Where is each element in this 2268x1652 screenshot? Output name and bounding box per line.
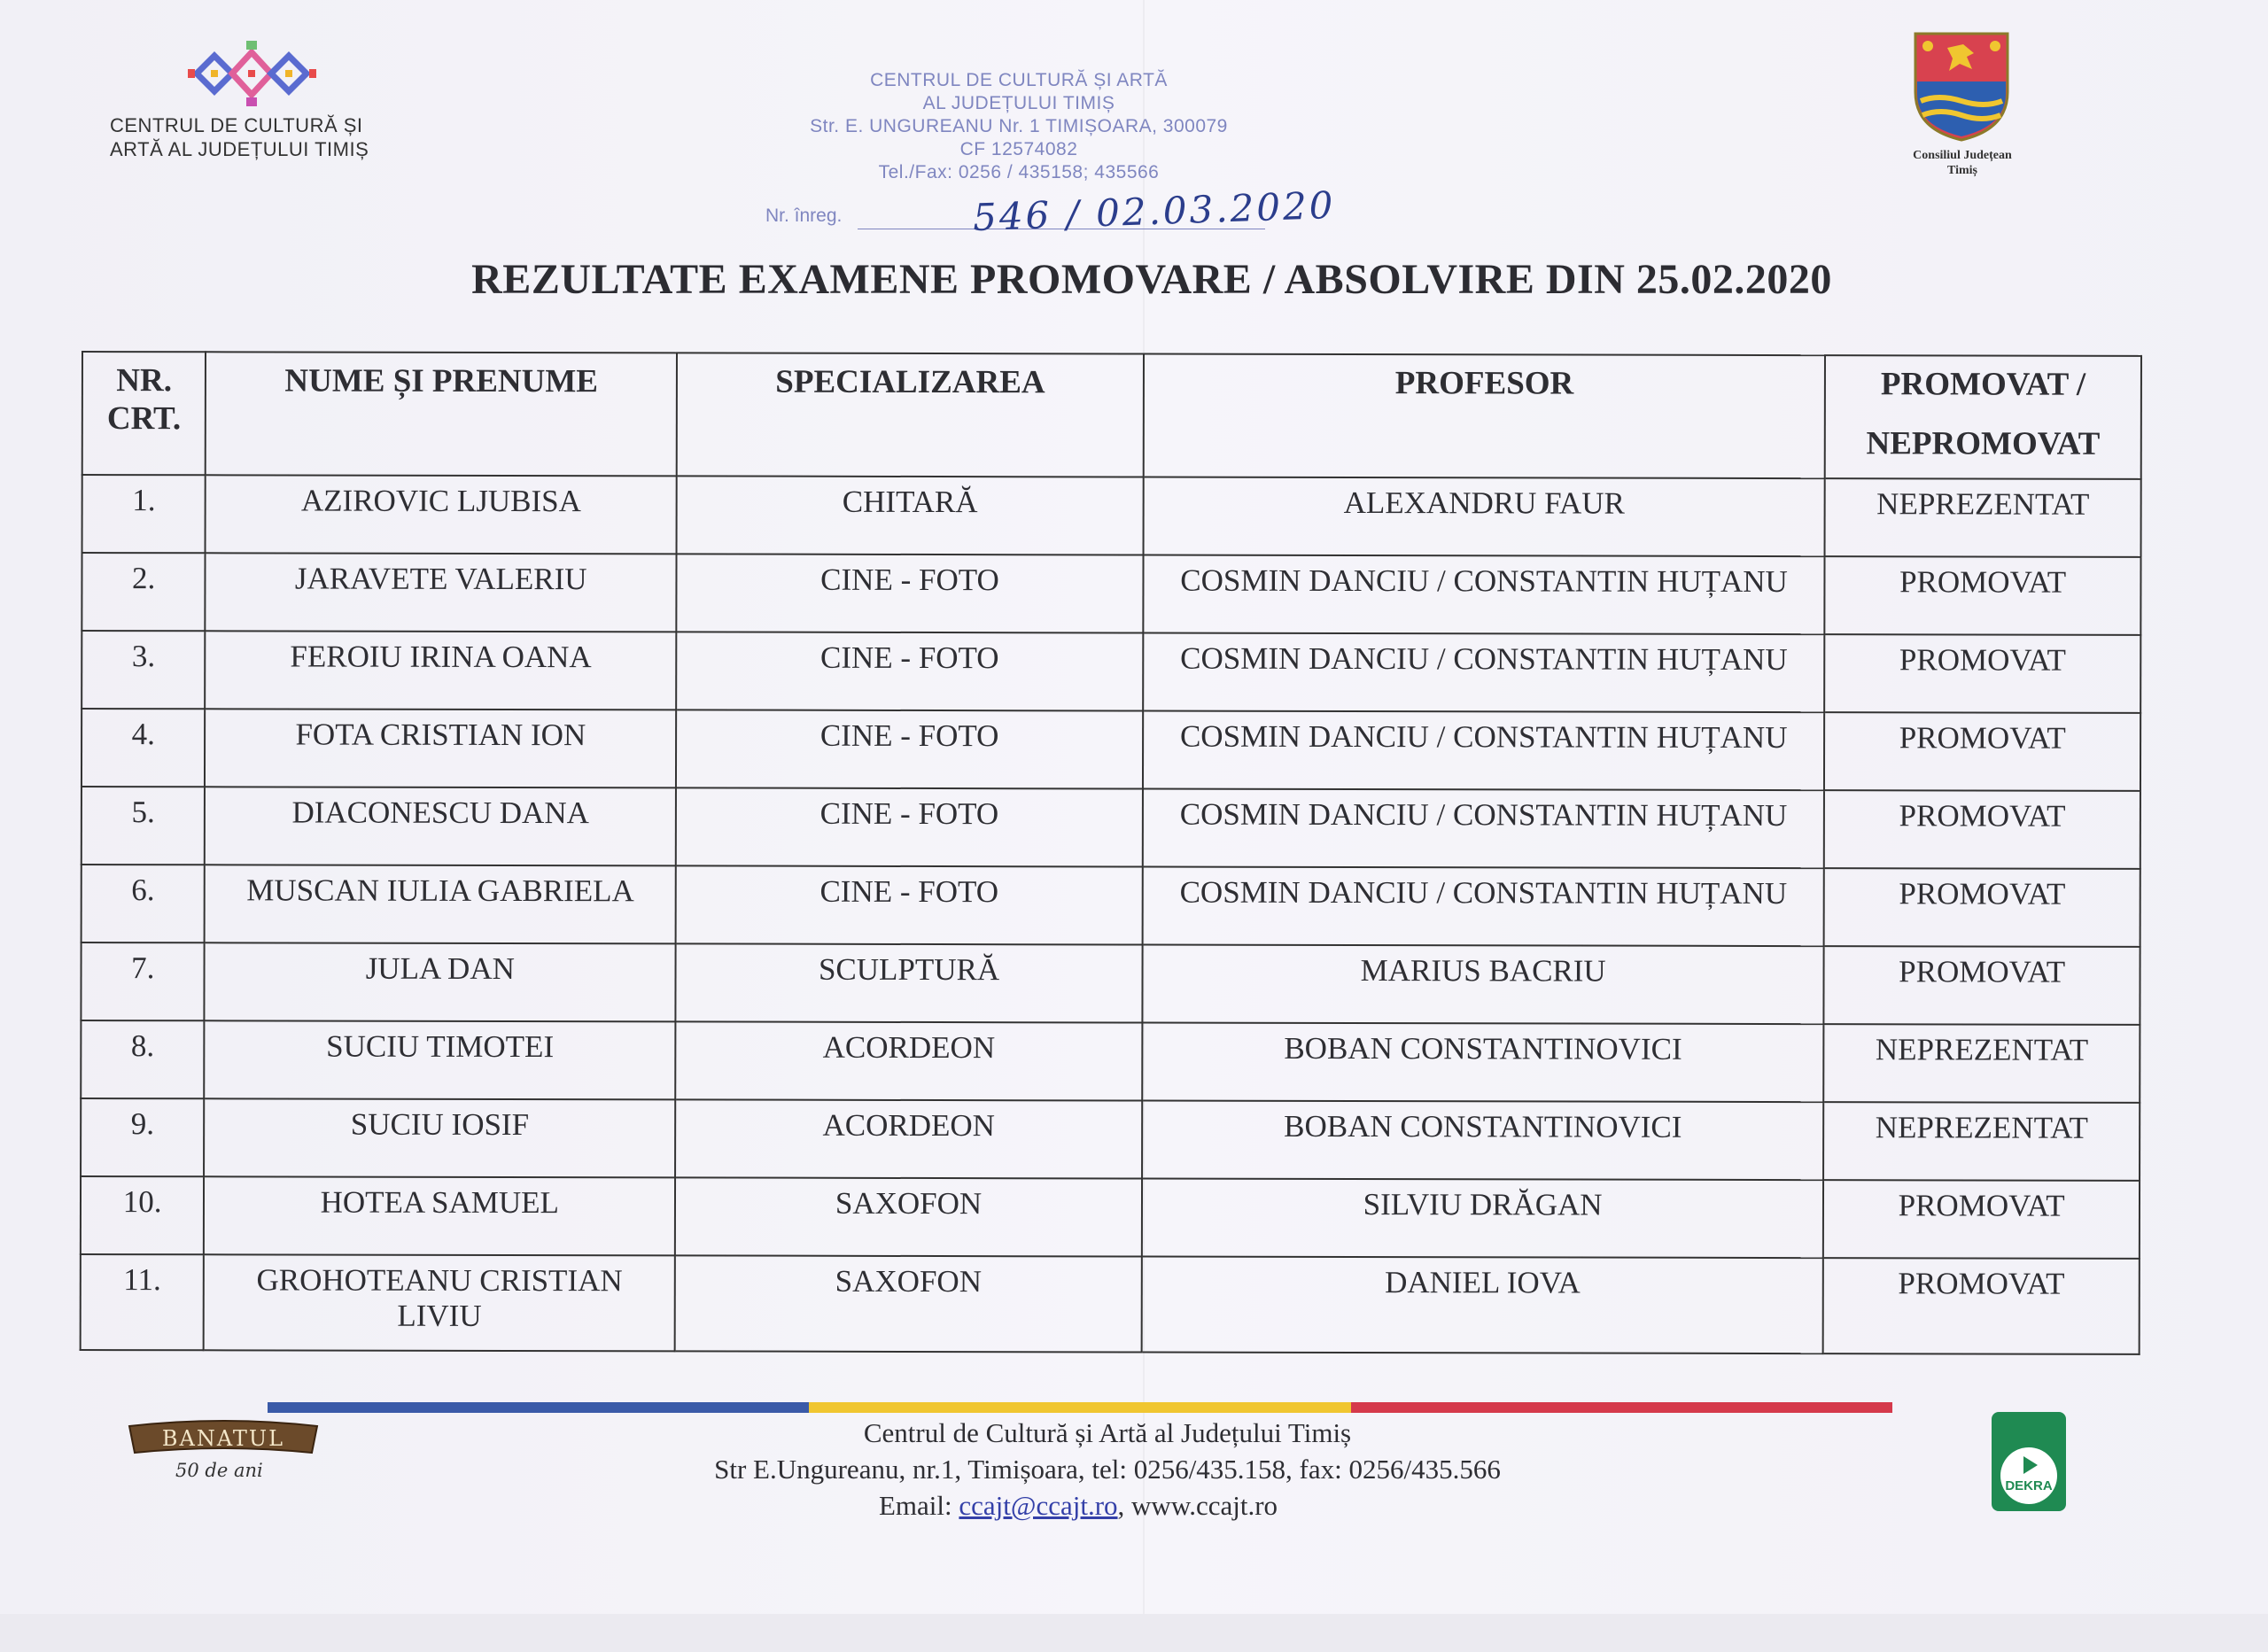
cell-name: GROHOTEANU CRISTIAN LIVIU: [204, 1254, 675, 1351]
cell-nr: 11.: [81, 1254, 205, 1350]
cell-professor: BOBAN CONSTANTINOVICI: [1142, 1023, 1824, 1103]
cell-name: MUSCAN IULIA GABRIELA: [205, 865, 676, 943]
cell-nr: 9.: [81, 1098, 205, 1176]
cell-name: SUCIU IOSIF: [204, 1098, 675, 1177]
cell-specialization: ACORDEON: [675, 1021, 1142, 1100]
cell-nr: 3.: [82, 631, 206, 709]
cell-nr: 4.: [82, 709, 206, 787]
cell-name: DIACONESCU DANA: [205, 787, 676, 865]
table-header-row: [82, 352, 2141, 479]
cell-specialization: CINE - FOTO: [676, 710, 1143, 788]
stamp-line2: AL JUDEȚULUI TIMIȘ: [922, 93, 1115, 113]
table-row: [81, 942, 2140, 1025]
cell-specialization: CHITARĂ: [677, 476, 1144, 555]
cell-specialization: CINE - FOTO: [676, 865, 1143, 944]
tricolor-red: [1351, 1402, 1892, 1413]
cell-professor: COSMIN DANCIU / CONSTANTIN HUȚANU: [1143, 867, 1825, 947]
handwritten-registration-number: 546 / 02.03.2020: [972, 182, 1337, 240]
cell-specialization: ACORDEON: [675, 1099, 1142, 1178]
header-result: [1825, 355, 2141, 479]
website-text: , www.ccajt.ro: [1117, 1490, 1278, 1521]
crest-caption-line2: Timiș: [1947, 164, 1977, 177]
banatul-banner-logo-icon: [126, 1417, 321, 1462]
cell-name: FEROIU IRINA OANA: [206, 631, 677, 710]
stamp-reg-label: Nr. înreg.: [765, 206, 843, 226]
cell-result: NEPREZENTAT: [1824, 1024, 2140, 1103]
cell-name: SUCIU TIMOTEI: [205, 1020, 676, 1099]
table-row: [81, 1098, 2140, 1181]
cell-professor: COSMIN DANCIU / CONSTANTIN HUȚANU: [1143, 711, 1825, 791]
table-row: [82, 475, 2141, 557]
tricolor-yellow: [809, 1402, 1350, 1413]
crest-caption-line1: Consiliul Județean: [1913, 149, 2012, 162]
results-table: [80, 351, 2142, 1355]
footer-line2: Str E.Ungureanu, nr.1, Timișoara, tel: 0256/435.158, fax: 0256/435.566: [714, 1454, 1501, 1485]
stamp-line4: CF 12574082: [959, 139, 1078, 159]
table-row: [82, 709, 2140, 791]
table-row: [81, 1020, 2140, 1103]
table-row: [81, 1176, 2140, 1259]
cell-professor: ALEXANDRU FAUR: [1143, 477, 1825, 557]
header-result-line2: NEPROMOVAT: [1866, 425, 2101, 462]
cell-name: FOTA CRISTIAN ION: [205, 709, 676, 787]
cell-result: PROMOVAT: [1824, 790, 2140, 869]
organization-name-line2: ARTĂ AL JUDEȚULUI TIMIȘ: [110, 138, 369, 160]
stamp-line3: Str. E. UNGUREANU Nr. 1 TIMIȘOARA, 300079: [810, 116, 1228, 136]
email-link[interactable]: ccajt@ccajt.ro: [959, 1490, 1118, 1521]
cell-nr: 10.: [81, 1176, 205, 1254]
cell-result: PROMOVAT: [1823, 1180, 2140, 1259]
table-row: [82, 631, 2140, 713]
cell-nr: 7.: [81, 942, 205, 1020]
crest-caption: [1896, 148, 2029, 178]
organization-name: [110, 113, 429, 161]
dekra-certification-icon: [1988, 1410, 2070, 1515]
scan-edge: [0, 1614, 2268, 1652]
cell-professor: SILVIU DRĂGAN: [1142, 1179, 1824, 1259]
header-name: NUME ȘI PRENUME: [206, 352, 677, 476]
cell-professor: BOBAN CONSTANTINOVICI: [1142, 1101, 1824, 1181]
email-label: Email:: [879, 1490, 952, 1521]
header-professor: PROFESOR: [1144, 354, 1826, 479]
cell-professor: DANIEL IOVA: [1142, 1257, 1824, 1354]
stamp-line5: Tel./Fax: 0256 / 435158; 435566: [878, 162, 1160, 182]
cell-result: PROMOVAT: [1823, 1258, 2140, 1354]
cell-specialization: SAXOFON: [675, 1177, 1142, 1256]
cell-nr: 1.: [82, 475, 206, 553]
registration-stamp: [753, 69, 1285, 184]
cell-professor: COSMIN DANCIU / CONSTANTIN HUȚANU: [1143, 633, 1825, 713]
cell-name: JARAVETE VALERIU: [206, 553, 677, 632]
cell-specialization: CINE - FOTO: [676, 632, 1143, 710]
embroidery-logo-icon: [188, 39, 316, 108]
footer-email-line: [797, 1487, 1418, 1524]
cell-specialization: CINE - FOTO: [676, 787, 1143, 866]
header-specialization: SPECIALIZAREA: [677, 353, 1144, 477]
cell-professor: COSMIN DANCIU / CONSTANTIN HUȚANU: [1143, 555, 1825, 635]
cell-specialization: SCULPTURĂ: [676, 943, 1143, 1022]
footer-line1: Centrul de Cultură și Artă al Județului Timiș: [863, 1417, 1352, 1448]
banner-text: BANATUL: [161, 1426, 285, 1451]
cell-result: PROMOVAT: [1824, 946, 2140, 1025]
cell-name: JULA DAN: [205, 942, 676, 1021]
county-crest-icon: [1912, 30, 2011, 143]
cell-specialization: CINE - FOTO: [676, 554, 1143, 632]
cell-name: AZIROVIC LJUBISA: [206, 475, 677, 554]
cell-result: PROMOVAT: [1825, 556, 2141, 635]
cell-result: PROMOVAT: [1824, 712, 2140, 791]
table-row: [82, 787, 2140, 869]
stamp-line1: CENTRUL DE CULTURĂ ȘI ARTĂ: [870, 70, 1168, 90]
tricolor-blue: [268, 1402, 809, 1413]
footer-contact: [714, 1415, 1501, 1524]
header-nr-line2: CRT.: [106, 400, 182, 438]
table-row: [82, 865, 2140, 947]
cell-professor: MARIUS BACRIU: [1142, 945, 1824, 1025]
cell-professor: COSMIN DANCIU / CONSTANTIN HUȚANU: [1143, 789, 1825, 869]
document-title: REZULTATE EXAMENE PROMOVARE / ABSOLVIRE DIN 25.02.2020: [471, 256, 1832, 303]
cell-nr: 2.: [82, 553, 206, 631]
banner-subtitle: 50 de ani: [175, 1460, 263, 1481]
cell-nr: 8.: [81, 1020, 205, 1098]
cell-nr: 6.: [82, 865, 206, 942]
header-result-line1: PROMOVAT /: [1880, 366, 2086, 403]
table-row: [81, 1254, 2140, 1354]
table-row: [82, 553, 2140, 635]
cell-nr: 5.: [82, 787, 206, 865]
cell-specialization: SAXOFON: [675, 1255, 1142, 1352]
dekra-text: DEKRA: [2005, 1478, 2053, 1493]
cell-result: NEPREZENTAT: [1825, 478, 2141, 557]
cell-result: PROMOVAT: [1824, 634, 2140, 713]
tricolor-band: [268, 1402, 1892, 1413]
cell-name: HOTEA SAMUEL: [204, 1176, 675, 1255]
cell-result: NEPREZENTAT: [1823, 1102, 2140, 1181]
header-nr-line1: NR.: [116, 362, 173, 399]
organization-name-line1: CENTRUL DE CULTURĂ ȘI: [110, 114, 363, 136]
cell-result: PROMOVAT: [1824, 868, 2140, 947]
header-nr: [82, 352, 206, 475]
